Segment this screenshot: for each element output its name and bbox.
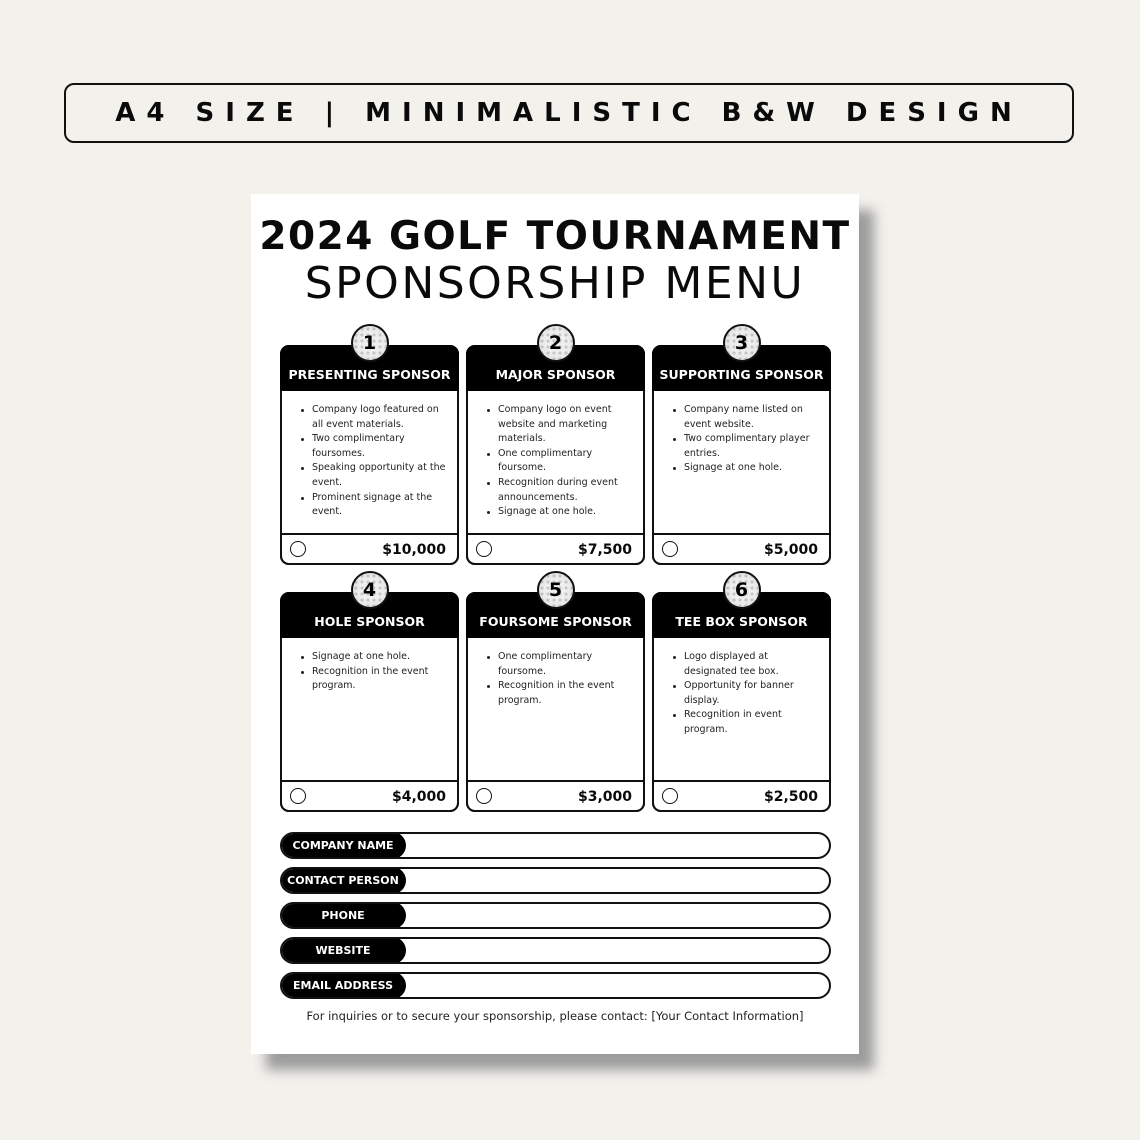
golf-ball-number-icon: 4 <box>351 571 389 609</box>
field-input[interactable] <box>410 975 821 998</box>
benefit-item: Company name listed on event website. <box>684 403 819 432</box>
package-footer <box>280 533 459 565</box>
package-price: $3,000 <box>577 789 632 805</box>
form-field <box>280 867 831 894</box>
form-field <box>280 832 831 859</box>
package-card <box>280 332 459 565</box>
benefit-item: Signage at one hole. <box>684 461 819 476</box>
package-footer <box>280 780 459 812</box>
benefit-list <box>498 403 633 520</box>
benefit-item: Opportunity for banner display. <box>684 679 819 708</box>
select-circle-checkbox[interactable] <box>662 541 678 557</box>
package-card <box>280 579 459 812</box>
golf-ball-number-icon: 2 <box>537 324 575 362</box>
field-input[interactable] <box>410 870 821 893</box>
package-price: $7,500 <box>577 542 632 558</box>
package-card <box>652 579 831 812</box>
package-name: MAJOR SPONSOR <box>466 345 645 391</box>
golf-ball-number-icon: 6 <box>723 571 761 609</box>
package-price: $10,000 <box>382 542 446 558</box>
field-label: CONTACT PERSON <box>280 867 406 894</box>
package-name: TEE BOX SPONSOR <box>652 592 831 638</box>
benefit-list <box>684 403 819 476</box>
benefit-item: Two complimentary player entries. <box>684 432 819 461</box>
benefit-item: One complimentary foursome. <box>498 650 633 679</box>
field-input[interactable] <box>410 905 821 928</box>
golf-ball-number-icon: 3 <box>723 324 761 362</box>
banner-text: A4 SIZE | MINIMALISTIC B&W DESIGN <box>115 98 1023 128</box>
package-footer <box>652 780 831 812</box>
benefit-item: Speaking opportunity at the event. <box>312 461 447 490</box>
package-price: $2,500 <box>763 789 818 805</box>
benefit-list <box>312 403 447 520</box>
golf-ball-number-icon: 1 <box>351 324 389 362</box>
package-footer <box>466 780 645 812</box>
package-name: SUPPORTING SPONSOR <box>652 345 831 391</box>
package-name: HOLE SPONSOR <box>280 592 459 638</box>
package-card <box>466 332 645 565</box>
golf-ball-number-icon: 5 <box>537 571 575 609</box>
package-name: PRESENTING SPONSOR <box>280 345 459 391</box>
select-circle-checkbox[interactable] <box>662 788 678 804</box>
benefit-item: Two complimentary foursomes. <box>312 432 447 461</box>
benefit-item: Recognition in the event program. <box>312 665 447 694</box>
package-card <box>652 332 831 565</box>
select-circle-checkbox[interactable] <box>290 541 306 557</box>
title-line-1: 2024 GOLF TOURNAMENT <box>259 214 851 259</box>
benefit-item: Recognition during event announcements. <box>498 476 633 505</box>
package-price: $4,000 <box>391 789 446 805</box>
package-card <box>466 579 645 812</box>
top-banner <box>64 83 1074 143</box>
contact-note: For inquiries or to secure your sponsorship, please contact: [Your Contact Information] <box>306 1009 804 1023</box>
field-label: COMPANY NAME <box>280 832 406 859</box>
benefit-item: Recognition in the event program. <box>498 679 633 708</box>
select-circle-checkbox[interactable] <box>476 541 492 557</box>
benefit-list <box>312 650 447 694</box>
field-input[interactable] <box>410 835 821 858</box>
form-field <box>280 902 831 929</box>
package-footer <box>652 533 831 565</box>
field-label: PHONE <box>280 902 406 929</box>
benefit-item: Company logo on event website and marketing materials. <box>498 403 633 447</box>
form-field <box>280 972 831 999</box>
benefit-item: One complimentary foursome. <box>498 447 633 476</box>
package-name: FOURSOME SPONSOR <box>466 592 645 638</box>
benefit-list <box>498 650 633 708</box>
sponsorship-sheet <box>251 194 859 1054</box>
title-line-2: SPONSORSHIP MENU <box>304 258 806 309</box>
benefit-item: Logo displayed at designated tee box. <box>684 650 819 679</box>
benefit-item: Prominent signage at the event. <box>312 491 447 520</box>
benefit-list <box>684 650 819 738</box>
benefit-item: Company logo featured on all event materials. <box>312 403 447 432</box>
field-label: WEBSITE <box>280 937 406 964</box>
field-input[interactable] <box>410 940 821 963</box>
package-footer <box>466 533 645 565</box>
benefit-item: Signage at one hole. <box>312 650 447 665</box>
select-circle-checkbox[interactable] <box>290 788 306 804</box>
benefit-item: Recognition in event program. <box>684 708 819 737</box>
package-price: $5,000 <box>763 542 818 558</box>
field-label: EMAIL ADDRESS <box>280 972 406 999</box>
benefit-item: Signage at one hole. <box>498 505 633 520</box>
select-circle-checkbox[interactable] <box>476 788 492 804</box>
form-field <box>280 937 831 964</box>
